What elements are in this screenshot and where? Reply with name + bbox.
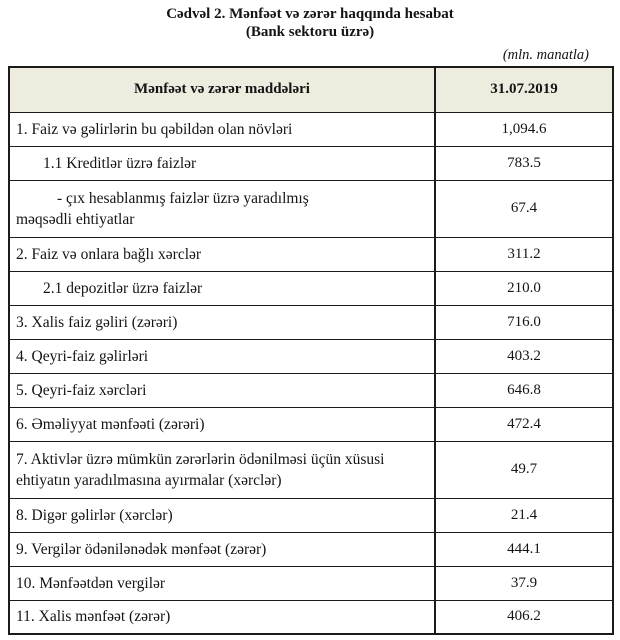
row-label-line: məqsədli ehtiyatlar — [16, 210, 135, 228]
row-label-line: 1.1 Kreditlər üzrə faizlər — [43, 154, 197, 172]
table-row — [9, 600, 613, 634]
table-row — [9, 339, 613, 373]
row-value: 37.9 — [435, 566, 613, 600]
row-label — [9, 146, 435, 180]
row-value: 646.8 — [435, 373, 613, 407]
row-label — [9, 271, 435, 305]
table-row — [9, 305, 613, 339]
row-label-line: 5. Qeyri-faiz xərcləri — [16, 381, 147, 399]
page-title — [0, 0, 620, 41]
row-label — [9, 373, 435, 407]
table-row — [9, 112, 613, 146]
row-value: 21.4 — [435, 498, 613, 532]
page-title-line2: (Bank sektoru üzrə) — [245, 23, 375, 40]
table-row — [9, 271, 613, 305]
row-value: 444.1 — [435, 532, 613, 566]
row-label-line: 11. Xalis mənfəət (zərər) — [16, 608, 171, 626]
row-label — [9, 407, 435, 441]
profit-loss-table — [8, 66, 614, 635]
table-row — [9, 566, 613, 600]
table-header-row — [9, 67, 613, 112]
row-value: 67.4 — [435, 180, 613, 237]
row-label-line: 9. Vergilər ödənilənədək mənfəət (zərər) — [16, 540, 267, 558]
row-label — [9, 180, 435, 237]
table-row — [9, 237, 613, 271]
row-label-line: 4. Qeyri-faiz gəlirləri — [16, 347, 149, 365]
row-label-line: 6. Əməliyyat mənfəəti (zərəri) — [16, 415, 205, 433]
row-value: 406.2 — [435, 600, 613, 634]
table-row — [9, 146, 613, 180]
row-label — [9, 112, 435, 146]
column-header-date: 31.07.2019 — [435, 67, 613, 112]
row-label-line: ehtiyatın yaradılmasına ayırmalar (xərclər) — [16, 471, 282, 489]
page-title-line1: Cədvəl 2. Mənfəət və zərər haqqında hesabat — [166, 6, 454, 22]
unit-note: (mln. manatla) — [502, 47, 589, 63]
row-label-line: 3. Xalis faiz gəliri (zərəri) — [16, 313, 178, 331]
row-label-line: 2.1 depozitlər üzrə faizlər — [43, 279, 203, 297]
row-label-line: 1. Faiz və gəlirlərin bu qəbildən olan növləri — [16, 120, 293, 138]
row-label-line: 8. Digər gəlirlər (xərclər) — [16, 506, 173, 524]
row-value: 783.5 — [435, 146, 613, 180]
row-value: 49.7 — [435, 441, 613, 498]
row-label — [9, 441, 435, 498]
row-label — [9, 237, 435, 271]
table-row — [9, 373, 613, 407]
row-value: 1,094.6 — [435, 112, 613, 146]
row-label-line: 10. Mənfəətdən vergilər — [16, 574, 166, 592]
row-value: 716.0 — [435, 305, 613, 339]
row-label — [9, 600, 435, 634]
row-label — [9, 339, 435, 373]
row-value: 403.2 — [435, 339, 613, 373]
row-value: 472.4 — [435, 407, 613, 441]
table-row — [9, 407, 613, 441]
table-row — [9, 180, 613, 237]
row-label — [9, 305, 435, 339]
row-value: 210.0 — [435, 271, 613, 305]
table-row — [9, 441, 613, 498]
column-header-items: Mənfəət və zərər maddələri — [9, 67, 435, 112]
row-label — [9, 566, 435, 600]
row-label — [9, 498, 435, 532]
row-label-line: - çıx hesablanmış faizlər üzrə yaradılmış — [57, 189, 309, 207]
row-value: 311.2 — [435, 237, 613, 271]
row-label-line: 2. Faiz və onlara bağlı xərclər — [16, 245, 202, 263]
table-row — [9, 498, 613, 532]
table-row — [9, 532, 613, 566]
row-label-line: 7. Aktivlər üzrə mümkün zərərlərin ödənilməsi üçün xüsusi — [16, 450, 385, 468]
row-label — [9, 532, 435, 566]
